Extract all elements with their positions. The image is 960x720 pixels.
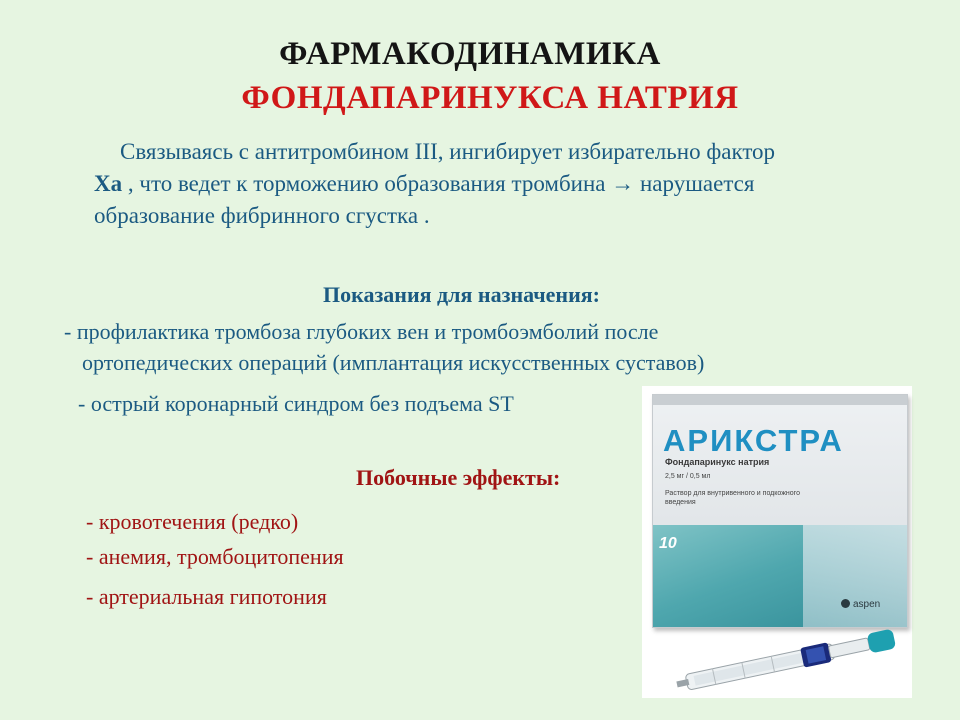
drug-inn: Фондапаринукс натрия [665, 457, 770, 467]
product-photo [642, 386, 912, 698]
manufacturer-logo [841, 599, 880, 610]
title-line-1: ФАРМАКОДИНАМИКА [279, 36, 661, 72]
indication-item-line-2: ортопедических операций (имплантация искусственных суставов) [82, 350, 705, 375]
factor-xa: Xa [94, 171, 123, 196]
intro-line-1: Связываясь с антитромбином III, ингибирует избирательно фактор [120, 139, 776, 164]
intro-line-2-text: , что ведет к торможению образования тромбина → нарушается [122, 171, 755, 196]
manufacturer-name: aspen [853, 599, 881, 610]
product-box [652, 394, 908, 628]
intro-line-2 [94, 168, 894, 200]
drug-dose: 2,5 мг / 0,5 мл [665, 473, 711, 480]
intro-paragraph [94, 136, 894, 232]
drug-route: Раствор для внутривенного и подкожного введения [665, 490, 800, 506]
indications-heading: Показания для назначения: [323, 282, 600, 307]
side-effect-item: - анемия, тромбоцитопения [86, 544, 344, 569]
manufacturer-logo-icon [841, 599, 850, 608]
box-color-band [653, 525, 907, 627]
band-highlight [803, 525, 907, 627]
box-top-edge [653, 395, 907, 405]
package-quantity: 10 [659, 535, 677, 552]
indication-item-line-1: - профилактика тромбоза глубоких вен и тромбоэмболий после [64, 319, 659, 344]
brand-name: АРИКСТРА [663, 423, 844, 458]
side-effect-item: - артериальная гипотония [86, 584, 327, 609]
indication-item [64, 316, 884, 378]
title-line-2: ФОНДАПАРИНУКСА НАТРИЯ [241, 80, 739, 116]
side-effect-item: - кровотечения (редко) [86, 509, 299, 534]
intro-line-3: образование фибринного сгустка . [94, 203, 430, 228]
side-effects-heading: Побочные эффекты: [356, 465, 561, 490]
syringe-icon [672, 626, 912, 690]
package-quantity-note [683, 537, 803, 544]
indication-item: - острый коронарный синдром без подъема ST [78, 391, 514, 416]
